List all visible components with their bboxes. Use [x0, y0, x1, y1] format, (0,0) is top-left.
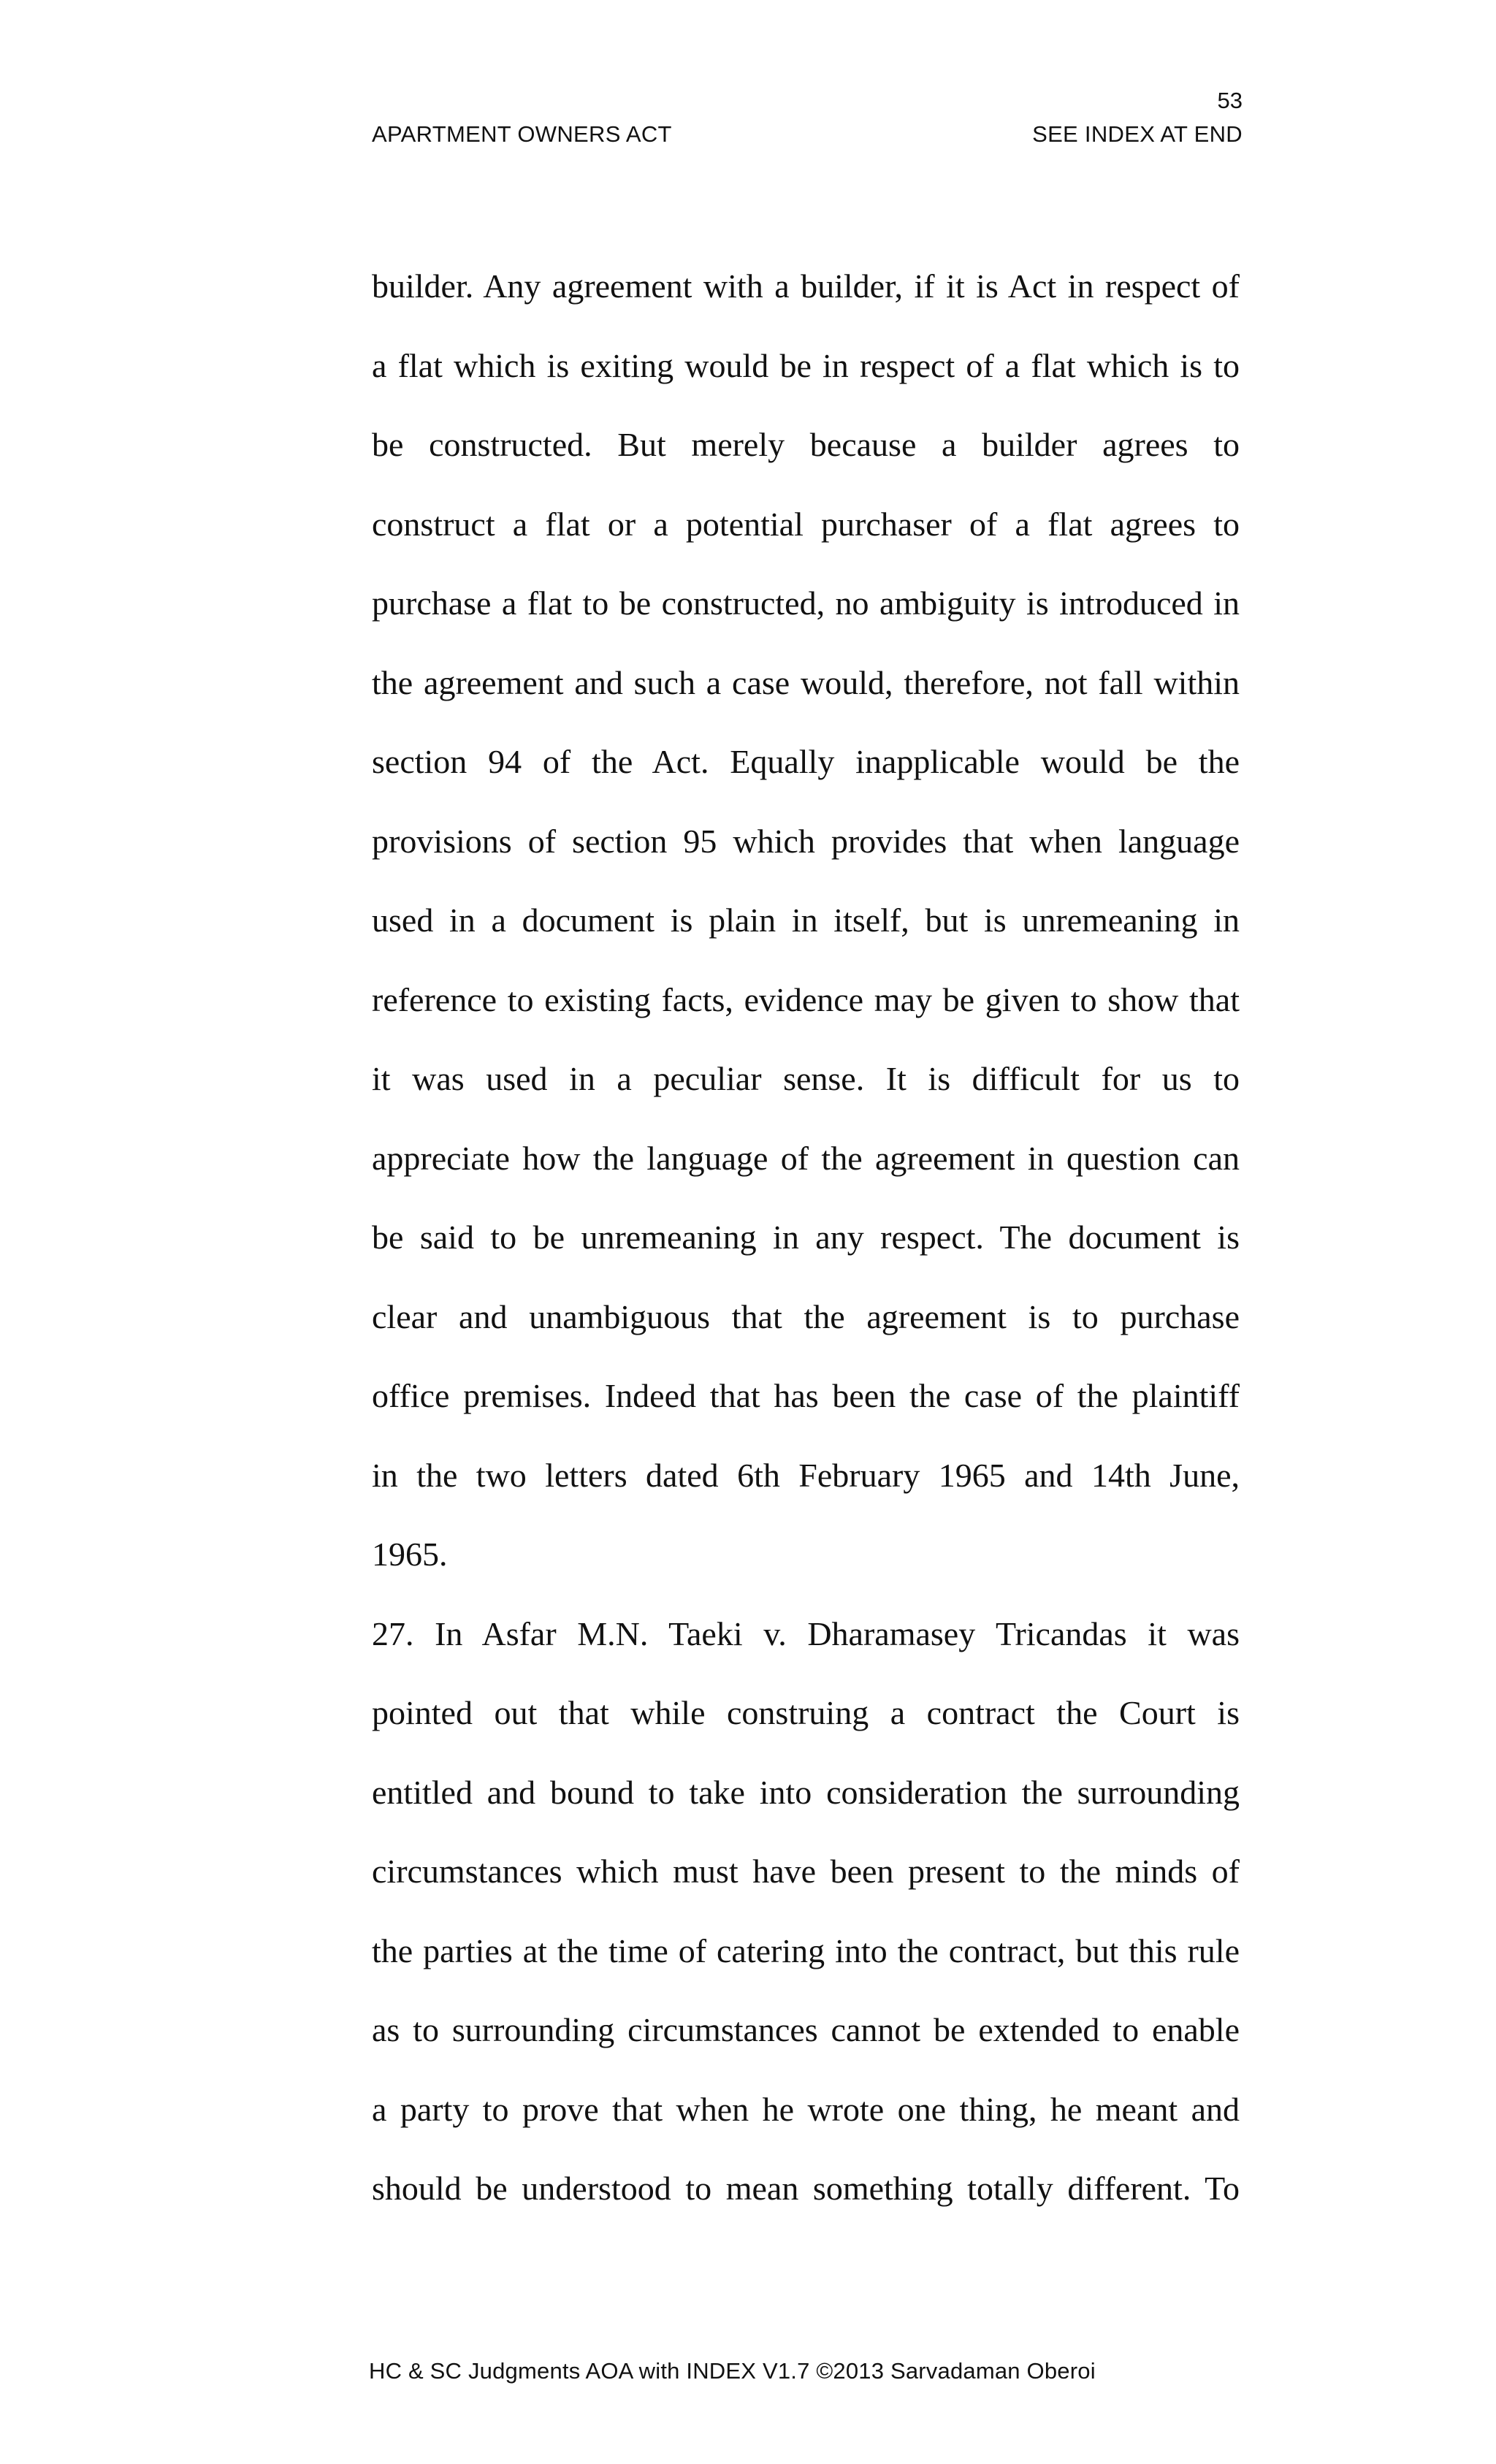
text-line: purchase a flat to be constructed, no ambiguity is introduced in	[372, 584, 1240, 622]
page-number: 53	[1217, 88, 1243, 113]
header-left-title: APARTMENT OWNERS ACT	[372, 121, 672, 147]
text-line: 1965.	[372, 1536, 448, 1573]
text-line: as to surrounding circumstances cannot be extended to enable	[372, 2011, 1240, 2048]
header-right-title: SEE INDEX AT END	[1032, 121, 1243, 147]
running-header	[372, 121, 1243, 148]
footer-text: HC & SC Judgments AOA with INDEX V1.7 ©2013 Sarvadaman Oberoi	[369, 2358, 1096, 2384]
text-line: provisions of section 95 which provides that when language	[372, 822, 1240, 860]
text-line: pointed out that while construing a contract the Court is	[372, 1694, 1240, 1731]
text-line: a flat which is exiting would be in respect of a flat which is to	[372, 346, 1240, 384]
text-line: the parties at the time of catering into the contract, but this rule	[372, 1931, 1240, 1969]
text-line: office premises. Indeed that has been the case of the plaintiff	[372, 1377, 1240, 1414]
text-line: reference to existing facts, evidence may be given to show that	[372, 980, 1240, 1018]
text-line: in the two letters dated 6th February 1965 and 14th June,	[372, 1456, 1240, 1494]
text-line: should be understood to mean something totally different. To	[372, 2170, 1240, 2207]
text-line: a party to prove that when he wrote one thing, he meant and	[372, 2090, 1240, 2128]
text-line: used in a document is plain in itself, but is unremeaning in	[372, 901, 1240, 939]
text-line: be constructed. But merely because a builder agrees to	[372, 426, 1240, 463]
text-line: circumstances which must have been present to the minds of	[372, 1853, 1240, 1890]
text-line: construct a flat or a potential purchaser of a flat agrees to	[372, 505, 1240, 543]
text-line: entitled and bound to take into consideration the surrounding	[372, 1773, 1240, 1811]
body-text	[372, 260, 1240, 2242]
text-line: 27. In Asfar M.N. Taeki v. Dharamasey Tricandas it was	[372, 1614, 1240, 1652]
text-line: clear and unambiguous that the agreement is to purchase	[372, 1297, 1240, 1335]
text-line: it was used in a peculiar sense. It is difficult for us to	[372, 1060, 1240, 1097]
text-line: the agreement and such a case would, therefore, not fall within	[372, 663, 1240, 701]
text-line: be said to be unremeaning in any respect. The document is	[372, 1218, 1240, 1256]
text-line: appreciate how the language of the agreement in question can	[372, 1139, 1240, 1177]
text-line: section 94 of the Act. Equally inapplicable would be the	[372, 743, 1240, 780]
text-line: builder. Any agreement with a builder, if it is Act in respect of	[372, 267, 1240, 305]
